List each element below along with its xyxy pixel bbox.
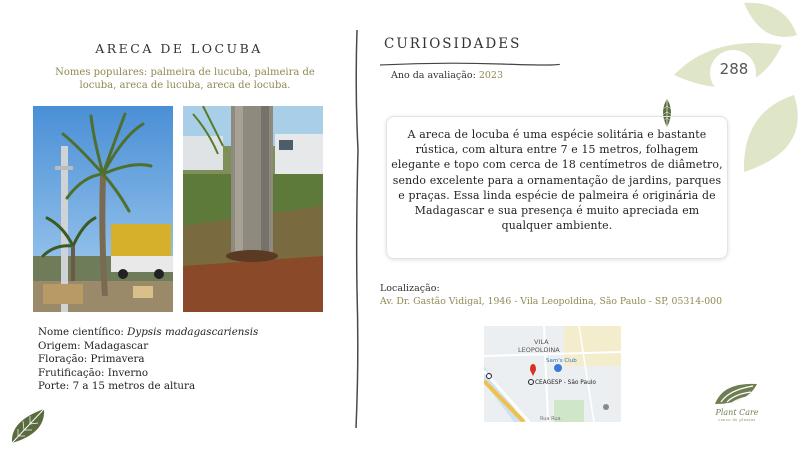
map-label-rua: Rua Rua	[540, 416, 561, 422]
detail-flowering: Floração: Primavera	[38, 353, 145, 366]
leaf-decoration-icon	[8, 407, 48, 449]
shop-pin-icon	[554, 364, 562, 372]
brand-logo-icon	[713, 380, 761, 410]
palm-photo-2	[183, 106, 323, 312]
detail-fruiting: Frutificação: Inverno	[38, 366, 149, 379]
map-label-sams: Sam's Club	[546, 358, 577, 364]
page-number: 288	[719, 60, 749, 78]
evaluation-year: Ano da avaliação: 2023	[391, 70, 504, 81]
location-label: Localização:	[380, 283, 440, 294]
section-title: CURIOSIDADES	[384, 36, 522, 52]
brand-subtitle: censo de plantas	[718, 418, 756, 422]
location-address[interactable]: Av. Dr. Gastão Vidigal, 1946 - Vila Leopoldina, São Paulo - SP, 05314-000	[380, 296, 723, 307]
plant-title: ARECA DE LOCUBA	[95, 41, 263, 56]
brand-name: Plant Care	[715, 408, 759, 417]
location-map[interactable]	[484, 326, 621, 422]
map-label-leopoldina: LEOPOLDINA	[518, 346, 560, 354]
map-label-ceagesp: CEAGESP - São Paulo	[535, 380, 596, 386]
palm-photo-1	[33, 106, 173, 312]
title-underline	[380, 52, 560, 71]
detail-size: Porte: 7 a 15 metros de altura	[38, 380, 196, 393]
description-card: A areca de locuba é uma espécie solitária e bastante rústica, com altura entre 7 e 15 metros, folhagem elegante e topo com cerca de 18 centímetros de diâmetro, sendo excelente para a ornamentação de jardins, parques e praças. Essa linda espécie de palmeira é originária de Madagascar e sua presença é muito apreciada em qualquer ambiente.	[386, 116, 728, 259]
leaves-decoration-icon	[672, 0, 800, 179]
popular-names: Nomes populares: palmeira de lucuba, palmeira de locuba, areca de lucuba, areca de locuba.	[55, 67, 315, 91]
detail-origin: Origem: Madagascar	[38, 339, 149, 352]
detail-scientific-name: Nome científico: Dypsis madagascariensis	[38, 326, 259, 338]
plant-details	[38, 326, 258, 394]
map-label-vila: VILA	[534, 338, 549, 346]
page-divider	[352, 30, 362, 428]
